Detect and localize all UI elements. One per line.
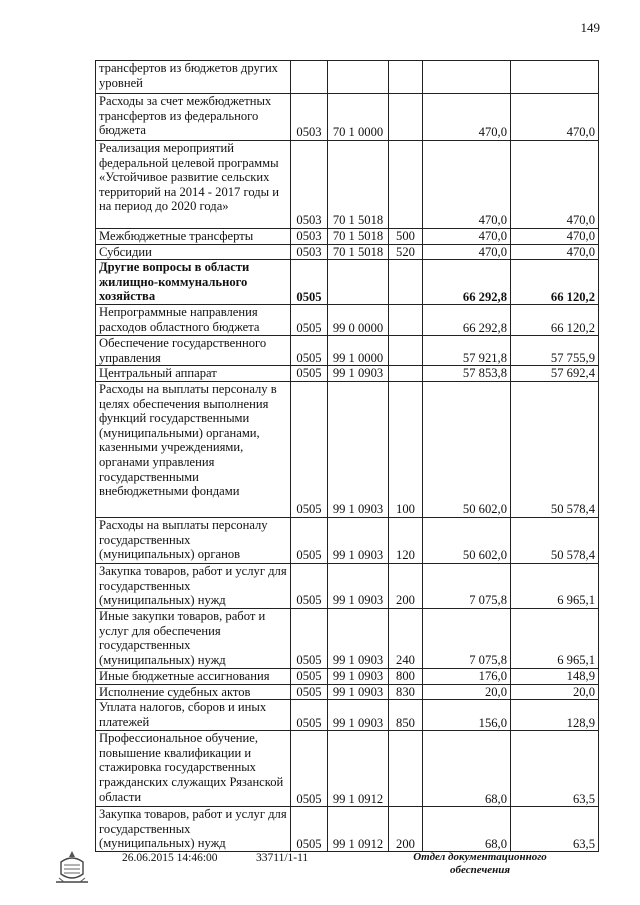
table-row (96, 305, 599, 336)
emblem-icon (52, 848, 92, 886)
row-name: Центральный аппарат (96, 366, 291, 382)
table-row (96, 336, 599, 366)
table-row (96, 94, 599, 141)
row-amount-executed: 66 120,2 (511, 260, 599, 305)
row-target-article: 99 1 0903 (328, 366, 389, 382)
row-expense-type: 100 (389, 381, 423, 517)
row-section: 0503 (291, 229, 328, 245)
row-amount-executed: 6 965,1 (511, 608, 599, 668)
row-expense-type: 850 (389, 700, 423, 731)
row-section: 0503 (291, 244, 328, 260)
row-amount-executed (511, 61, 599, 94)
row-amount-executed: 50 578,4 (511, 381, 599, 517)
table-row (96, 141, 599, 229)
row-name: Непрограммные направления расходов областного бюджета (96, 305, 291, 336)
row-amount-planned: 156,0 (423, 700, 511, 731)
row-amount-executed: 148,9 (511, 668, 599, 684)
row-amount-planned: 50 602,0 (423, 381, 511, 517)
row-name: Иные бюджетные ассигнования (96, 668, 291, 684)
table-row (96, 731, 599, 807)
row-amount-planned: 66 292,8 (423, 305, 511, 336)
row-name: Расходы на выплаты персоналу в целях обеспечения выполнения функций государственными (муниципальными) органами, казенными учреждениями, органами управления государственными внебюджетными фондами (96, 381, 291, 517)
row-expense-type: 240 (389, 608, 423, 668)
row-amount-planned: 20,0 (423, 684, 511, 700)
row-target-article: 99 1 0903 (328, 700, 389, 731)
row-name: Закупка товаров, работ и услуг для государственных (муниципальных) нужд (96, 807, 291, 852)
row-amount-planned: 470,0 (423, 94, 511, 141)
row-expense-type: 520 (389, 244, 423, 260)
row-amount-planned: 50 602,0 (423, 517, 511, 563)
row-amount-executed: 50 578,4 (511, 517, 599, 563)
row-section: 0505 (291, 700, 328, 731)
row-expense-type (389, 94, 423, 141)
row-expense-type: 830 (389, 684, 423, 700)
row-target-article: 99 1 0903 (328, 684, 389, 700)
row-amount-planned: 470,0 (423, 229, 511, 245)
row-name: Другие вопросы в области жилищно-коммунального хозяйства (96, 260, 291, 305)
row-amount-executed: 128,9 (511, 700, 599, 731)
row-name: Расходы за счет межбюджетных трансфертов из федерального бюджета (96, 94, 291, 141)
row-section: 0505 (291, 381, 328, 517)
row-target-article: 99 1 0000 (328, 336, 389, 366)
row-expense-type: 200 (389, 563, 423, 608)
row-section: 0505 (291, 684, 328, 700)
row-amount-planned: 470,0 (423, 141, 511, 229)
row-amount-planned: 68,0 (423, 807, 511, 852)
row-section: 0505 (291, 336, 328, 366)
table-row (96, 517, 599, 563)
row-expense-type: 500 (389, 229, 423, 245)
row-section: 0505 (291, 608, 328, 668)
row-amount-planned: 176,0 (423, 668, 511, 684)
row-amount-executed: 57 755,9 (511, 336, 599, 366)
row-target-article: 99 1 0903 (328, 381, 389, 517)
row-amount-executed: 470,0 (511, 141, 599, 229)
table-row (96, 563, 599, 608)
row-target-article: 99 1 0903 (328, 668, 389, 684)
table-row (96, 61, 599, 94)
row-section: 0505 (291, 563, 328, 608)
row-section: 0505 (291, 366, 328, 382)
row-amount-executed: 20,0 (511, 684, 599, 700)
row-target-article (328, 260, 389, 305)
row-target-article: 70 1 0000 (328, 94, 389, 141)
row-name: Иные закупки товаров, работ и услуг для обеспечения государственных (муниципальных) нужд (96, 608, 291, 668)
row-amount-planned (423, 61, 511, 94)
row-target-article: 99 0 0000 (328, 305, 389, 336)
row-section: 0505 (291, 517, 328, 563)
row-amount-executed: 66 120,2 (511, 305, 599, 336)
row-expense-type: 200 (389, 807, 423, 852)
footer-date: 26.06.2015 14:46:00 (122, 852, 218, 864)
row-expense-type (389, 305, 423, 336)
table-row (96, 244, 599, 260)
row-expense-type: 120 (389, 517, 423, 563)
row-section: 0503 (291, 94, 328, 141)
row-amount-executed: 63,5 (511, 731, 599, 807)
row-target-article: 99 1 0903 (328, 517, 389, 563)
budget-table (95, 60, 599, 852)
row-name: Расходы на выплаты персоналу государственных (муниципальных) органов (96, 517, 291, 563)
budget-table-body (96, 61, 599, 852)
row-expense-type (389, 260, 423, 305)
row-amount-planned: 57 853,8 (423, 366, 511, 382)
row-amount-executed: 57 692,4 (511, 366, 599, 382)
table-row (96, 700, 599, 731)
page-number: 149 (580, 20, 600, 35)
row-name: Межбюджетные трансферты (96, 229, 291, 245)
row-amount-planned: 68,0 (423, 731, 511, 807)
row-amount-executed: 470,0 (511, 229, 599, 245)
table-row (96, 366, 599, 382)
row-target-article: 70 1 5018 (328, 141, 389, 229)
footer-doc-id: 33711/1-11 (256, 852, 309, 864)
row-expense-type (389, 141, 423, 229)
row-section: 0505 (291, 807, 328, 852)
table-row (96, 684, 599, 700)
row-expense-type (389, 336, 423, 366)
row-amount-planned: 57 921,8 (423, 336, 511, 366)
row-expense-type (389, 61, 423, 94)
row-expense-type (389, 366, 423, 382)
row-target-article: 99 1 0903 (328, 563, 389, 608)
row-name: Профессиональное обучение, повышение квалификации и стажировка государственных гражданских служащих Рязанской области (96, 731, 291, 807)
row-target-article: 99 1 0903 (328, 608, 389, 668)
row-expense-type: 800 (389, 668, 423, 684)
row-amount-executed: 470,0 (511, 94, 599, 141)
row-section: 0505 (291, 668, 328, 684)
row-target-article: 70 1 5018 (328, 229, 389, 245)
row-section: 0505 (291, 260, 328, 305)
table-row (96, 381, 599, 517)
table-row (96, 668, 599, 684)
row-name: Обеспечение государственного управления (96, 336, 291, 366)
row-target-article: 70 1 5018 (328, 244, 389, 260)
row-amount-planned: 66 292,8 (423, 260, 511, 305)
row-name: Уплата налогов, сборов и иных платежей (96, 700, 291, 731)
row-amount-executed: 63,5 (511, 807, 599, 852)
row-name: трансфертов из бюджетов других уровней (96, 61, 291, 94)
footer-department-stamp (410, 851, 550, 877)
row-target-article (328, 61, 389, 94)
table-row (96, 229, 599, 245)
table-row (96, 608, 599, 668)
row-target-article: 99 1 0912 (328, 807, 389, 852)
row-amount-planned: 470,0 (423, 244, 511, 260)
row-target-article: 99 1 0912 (328, 731, 389, 807)
row-section: 0505 (291, 305, 328, 336)
row-section: 0503 (291, 141, 328, 229)
row-name: Субсидии (96, 244, 291, 260)
footer-dept-line1: Отдел документационного (413, 851, 547, 863)
row-name: Реализация мероприятий федеральной целевой программы «Устойчивое развитие сельских территорий на 2014 - 2017 годы и на период до 2020 года» (96, 141, 291, 229)
row-amount-planned: 7 075,8 (423, 563, 511, 608)
row-amount-executed: 470,0 (511, 244, 599, 260)
footer-dept-line2: обеспечения (449, 864, 510, 876)
row-expense-type (389, 731, 423, 807)
table-row (96, 260, 599, 305)
row-name: Закупка товаров, работ и услуг для государственных (муниципальных) нужд (96, 563, 291, 608)
row-amount-executed: 6 965,1 (511, 563, 599, 608)
row-section (291, 61, 328, 94)
row-section: 0505 (291, 731, 328, 807)
row-amount-planned: 7 075,8 (423, 608, 511, 668)
row-name: Исполнение судебных актов (96, 684, 291, 700)
table-row (96, 807, 599, 852)
